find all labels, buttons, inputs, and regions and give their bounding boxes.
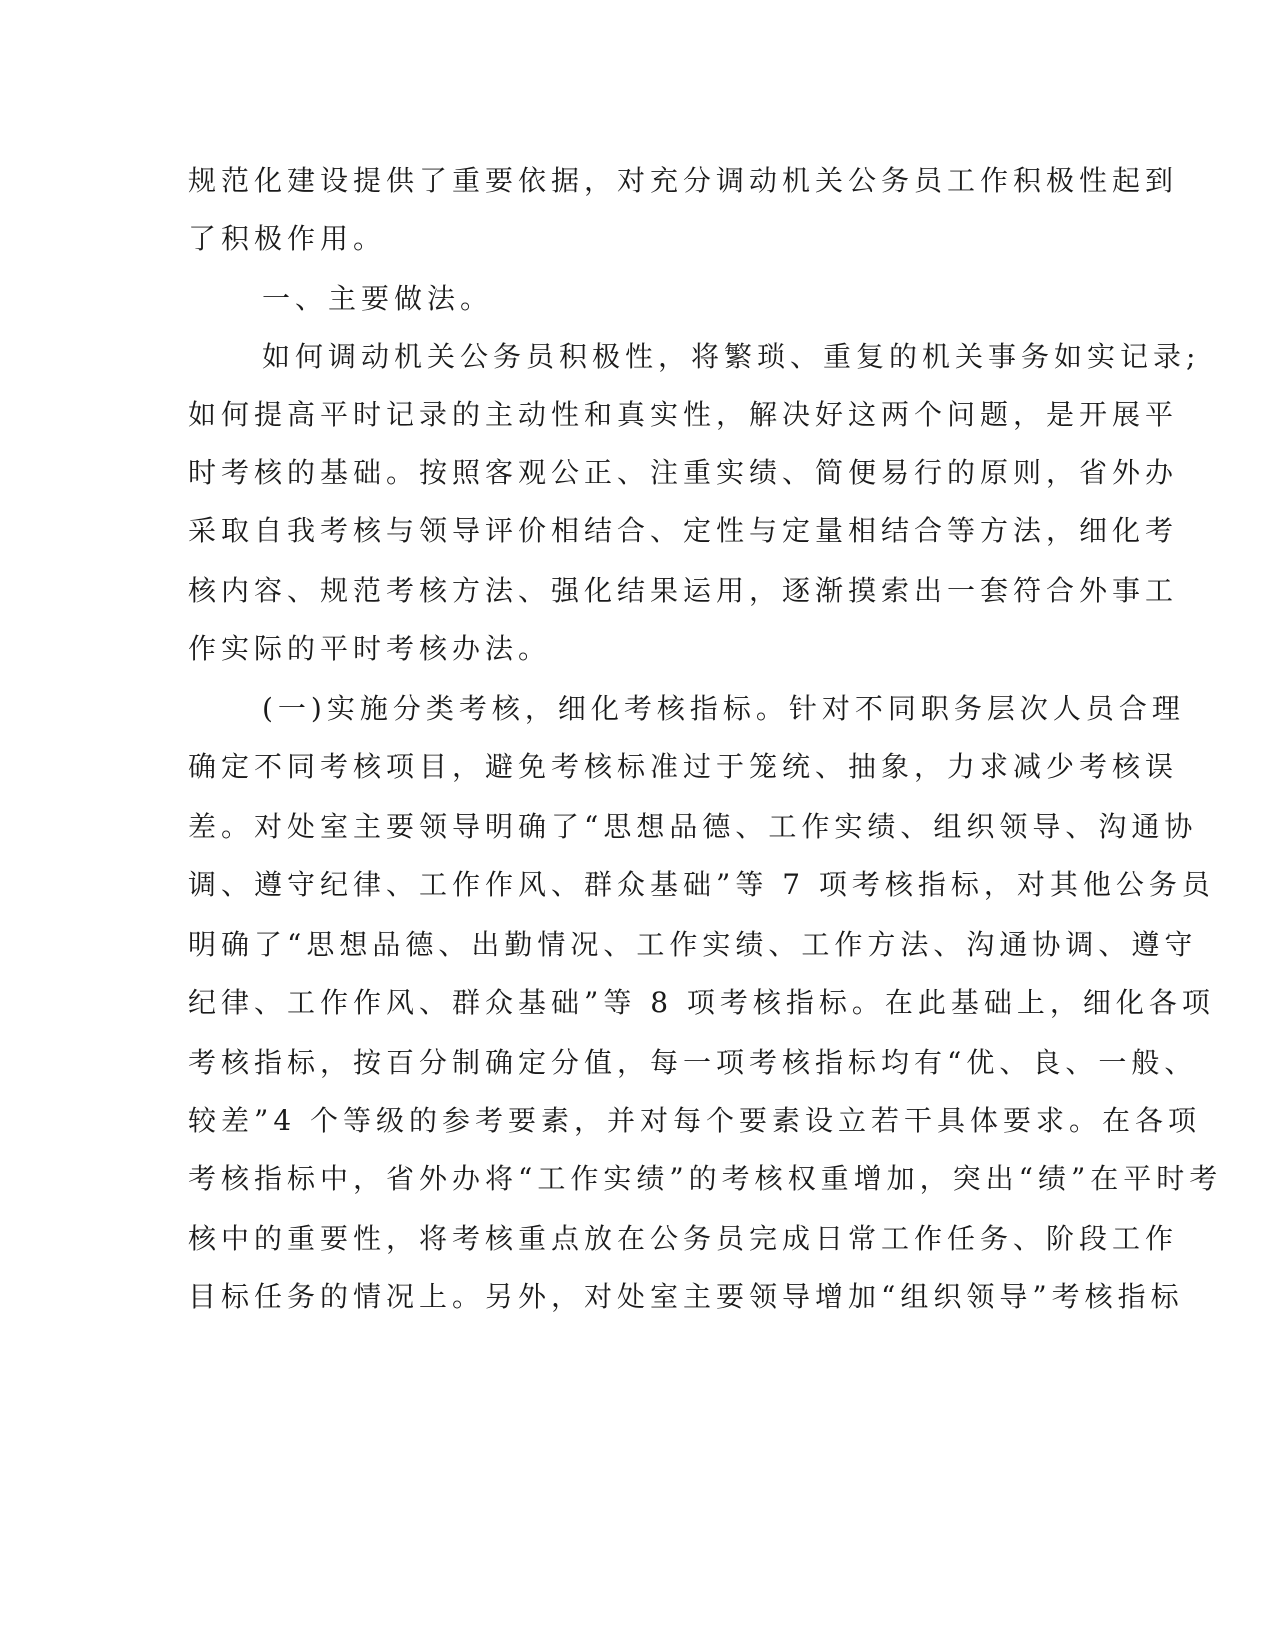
text-line: 目标任务的情况上。另外，对处室主要领导增加“组织领导”考核指标 — [188, 1280, 1184, 1313]
text-line: 规范化建设提供了重要依据，对充分调动机关公务员工作积极性起到 — [188, 164, 1179, 197]
text-line: 较差”4 个等级的参考要素，并对每个要素设立若干具体要求。在各项 — [188, 1104, 1202, 1137]
text-line: 差。对处室主要领导明确了“思想品德、工作实绩、组织领导、沟通协 — [188, 810, 1198, 843]
text-line: 了积极作用。 — [188, 222, 387, 255]
text-line: 纪律、工作作风、群众基础”等 8 项考核指标。在此基础上，细化各项 — [188, 986, 1215, 1019]
text-line: 时考核的基础。按照客观公正、注重实绩、简便易行的原则，省外办 — [188, 456, 1179, 489]
text-line: 明确了“思想品德、出勤情况、工作实绩、工作方法、沟通协调、遵守 — [188, 928, 1198, 961]
section-heading: 一、主要做法。 — [262, 282, 494, 315]
text-line: 确定不同考核项目，避免考核标准过于笼统、抽象，力求减少考核误 — [188, 750, 1179, 783]
text-line: 作实际的平时考核办法。 — [188, 632, 552, 665]
text-line: 调、遵守纪律、工作作风、群众基础”等 7 项考核指标，对其他公务员 — [188, 868, 1215, 901]
text-line: 考核指标，按百分制确定分值，每一项考核指标均有“优、良、一般、 — [188, 1046, 1198, 1079]
text-line: 采取自我考核与领导评价相结合、定性与定量相结合等方法，细化考 — [188, 514, 1179, 547]
text-line: 考核指标中，省外办将“工作实绩”的考核权重增加，突出“绩”在平时考 — [188, 1162, 1223, 1195]
subsection-heading: (一)实施分类考核，细化考核指标。针对不同职务层次人员合理 — [262, 692, 1185, 725]
text-line: 如何调动机关公务员积极性，将繁琐、重复的机关事务如实记录; — [262, 340, 1201, 373]
text-line: 如何提高平时记录的主动性和真实性，解决好这两个问题，是开展平 — [188, 398, 1179, 431]
text-line: 核内容、规范考核方法、强化结果运用，逐渐摸索出一套符合外事工 — [188, 574, 1179, 607]
text-line: 核中的重要性，将考核重点放在公务员完成日常工作任务、阶段工作 — [188, 1222, 1179, 1255]
